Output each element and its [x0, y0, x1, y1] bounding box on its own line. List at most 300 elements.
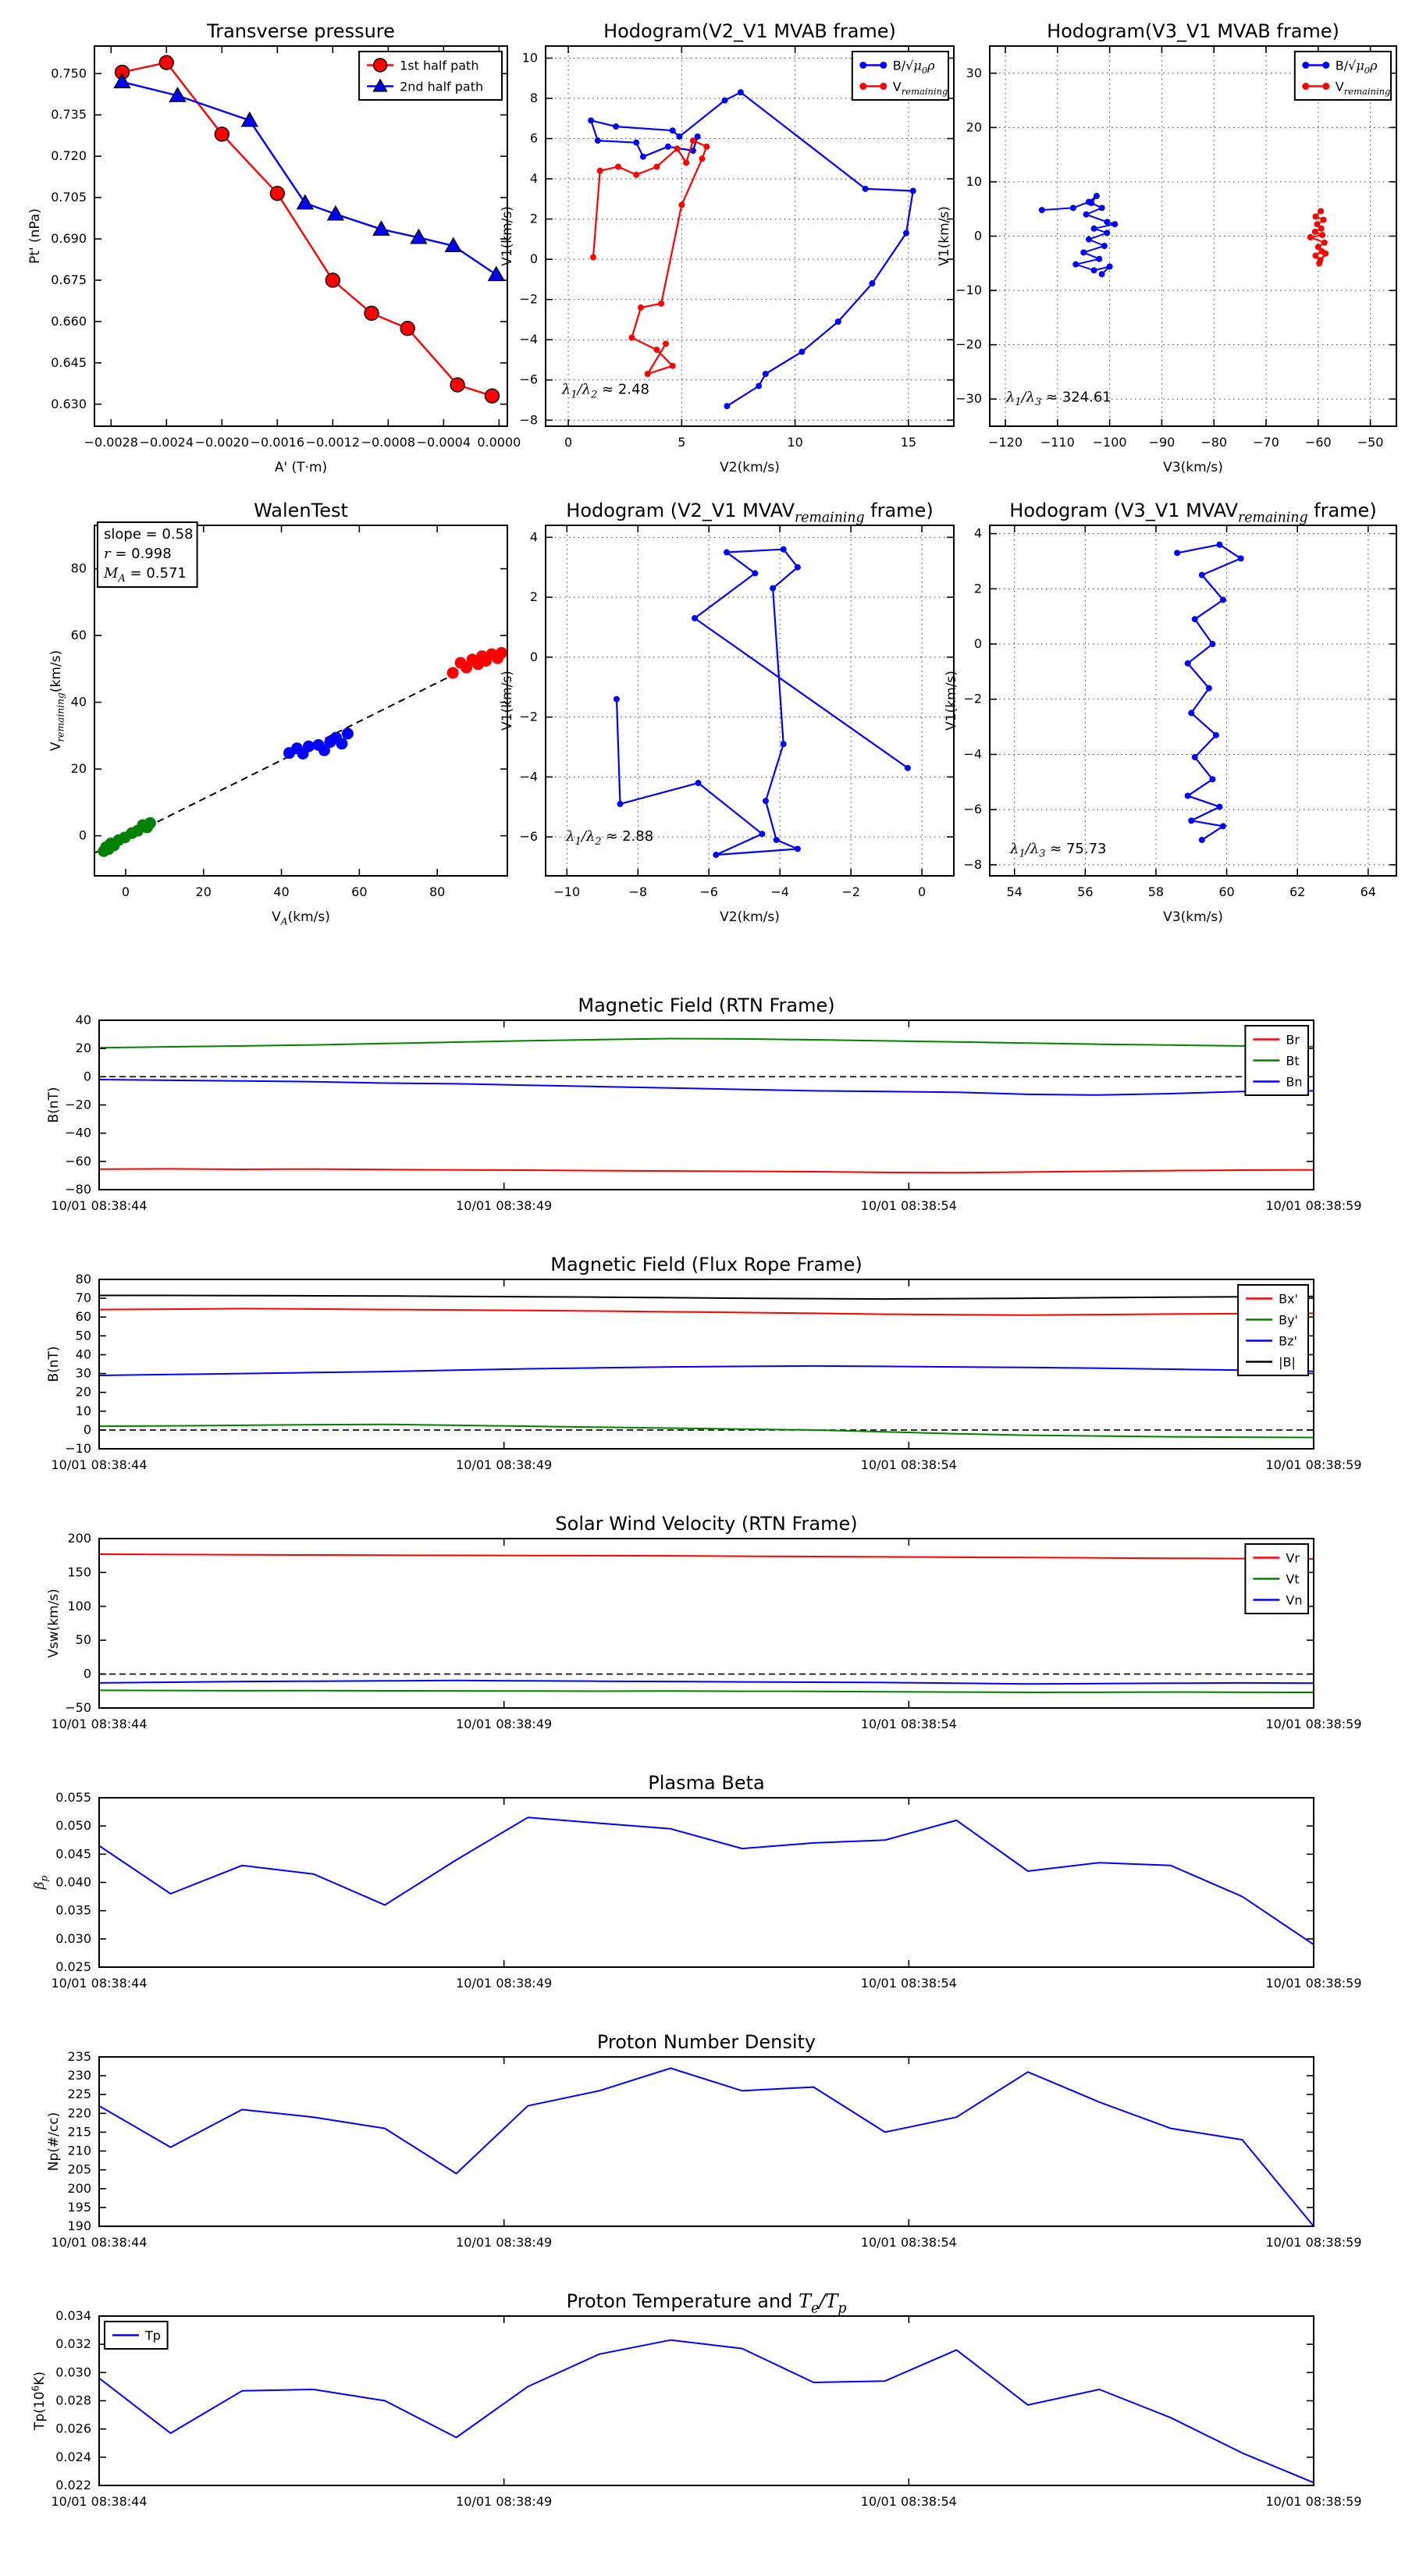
marker-dot — [703, 144, 710, 150]
y-axis-label: Vsw(km/s) — [46, 1589, 62, 1658]
y-axis-label: $V_{remaining}(km/s)$ — [48, 649, 66, 752]
marker-dot — [1080, 249, 1087, 255]
marker-dot — [1206, 685, 1212, 692]
y-tick-label: 0.035 — [55, 1902, 91, 1918]
marker-dot — [724, 550, 730, 556]
stats-line: r = 0.998 — [104, 546, 172, 562]
y-tick-label: 190 — [67, 2218, 91, 2233]
panel-magnetic-field-flux-rope — [46, 1254, 1362, 1472]
x-tick-label: 10/01 08:38:44 — [51, 1198, 148, 1213]
y-tick-label: 40 — [70, 694, 87, 710]
y-tick-label: 2 — [529, 211, 538, 226]
x-tick-label: 10/01 08:38:54 — [860, 2494, 957, 2509]
y-tick-label: 30 — [966, 65, 982, 80]
y-axis-label: $Tp(10^6K)$ — [30, 2371, 48, 2431]
y-tick-label: 0 — [83, 1069, 91, 1084]
marker-dot — [1213, 732, 1219, 738]
x-tick-label: 10/01 08:38:54 — [860, 2235, 957, 2250]
marker-dot — [695, 780, 702, 786]
transverse-pressure-title: Transverse pressure — [207, 20, 395, 42]
marker-dot — [1220, 596, 1226, 603]
panel-hodogram-v2v1-mvav — [500, 500, 954, 925]
marker-dot — [638, 304, 644, 311]
x-tick-label: 60 — [351, 884, 368, 899]
marker-dot — [1083, 212, 1090, 218]
marker-dot — [1192, 616, 1198, 622]
x-tick-label: 10/01 08:38:54 — [860, 1976, 957, 1991]
y-tick-label: 0.630 — [51, 396, 87, 411]
x-tick-label: 62 — [1289, 884, 1306, 899]
x-tick-label: 56 — [1077, 884, 1094, 899]
marker-dot — [1199, 837, 1205, 843]
plot-area — [99, 2057, 1314, 2226]
marker-dot — [835, 318, 841, 325]
x-tick-label: 0 — [917, 884, 927, 899]
marker-dot — [1174, 550, 1180, 556]
proton-temperature-title: Proton Temperature and $T_e/T_p$ — [566, 2290, 847, 2317]
y-tick-label: 230 — [67, 2068, 91, 2083]
y-tick-label: 0 — [83, 1421, 91, 1437]
x-tick-label: −50 — [1357, 435, 1384, 450]
x-tick-label: 10/01 08:38:49 — [456, 2494, 553, 2509]
marker-dot — [863, 186, 869, 192]
y-axis-label: V1(km/s) — [937, 206, 952, 266]
marker-dot — [1185, 660, 1191, 667]
y-tick-label: 0.030 — [55, 2364, 91, 2380]
x-tick-label: 10/01 08:38:49 — [456, 2235, 553, 2250]
marker-dot — [633, 172, 639, 178]
y-tick-label: 20 — [70, 761, 87, 777]
y-tick-label: 0.026 — [55, 2421, 91, 2436]
marker-circle — [159, 55, 173, 69]
legend — [1245, 1026, 1308, 1095]
y-tick-label: 50 — [75, 1328, 91, 1343]
x-axis-label: A' (T·m) — [274, 460, 328, 475]
marker-dot — [1101, 243, 1108, 249]
panel-walen-test — [48, 500, 507, 927]
marker-dot — [722, 98, 728, 104]
marker-dot — [1099, 271, 1105, 277]
y-tick-label: 0.055 — [55, 1790, 91, 1805]
y-tick-label: 4 — [529, 171, 538, 187]
marker-dot — [1185, 792, 1191, 799]
x-tick-label: −110 — [1040, 435, 1075, 450]
x-tick-label: −60 — [1304, 435, 1332, 450]
marker-dot — [144, 817, 156, 829]
x-tick-label: −0.0016 — [250, 435, 305, 450]
y-tick-label: 40 — [75, 1012, 91, 1027]
y-tick-label: −6 — [963, 802, 982, 817]
x-tick-label: 10/01 08:38:59 — [1265, 1976, 1362, 1991]
marker-dot — [1318, 208, 1324, 214]
y-tick-label: 200 — [67, 1531, 91, 1546]
y-axis-label: V1(km/s) — [500, 206, 515, 266]
panel-hodogram-v3v1-mvab — [937, 20, 1396, 475]
marker-dot — [1039, 207, 1045, 213]
y-tick-label: 4 — [973, 525, 982, 541]
y-tick-label: 235 — [67, 2049, 91, 2064]
x-tick-label: −0.0004 — [416, 435, 471, 450]
x-tick-label: 10/01 08:38:44 — [51, 2235, 148, 2250]
x-tick-label: −6 — [699, 884, 718, 899]
marker-dot — [781, 546, 787, 553]
x-tick-label: 20 — [195, 884, 212, 899]
legend-label: Br — [1286, 1032, 1300, 1048]
marker-dot — [692, 615, 698, 621]
y-axis-label: Np(#/cc) — [46, 2112, 62, 2172]
marker-dot — [724, 403, 730, 409]
x-tick-label: −0.0012 — [305, 435, 361, 450]
y-axis-label: V1(km/s) — [944, 671, 959, 731]
x-tick-label: −10 — [553, 884, 581, 899]
marker-dot — [1322, 83, 1329, 90]
y-tick-label: 80 — [75, 1272, 91, 1286]
legend-label: Bz' — [1279, 1333, 1297, 1349]
y-tick-label: 10 — [521, 50, 538, 66]
marker-dot — [690, 137, 696, 144]
legend — [1238, 1285, 1308, 1375]
y-tick-label: 0.025 — [55, 1959, 91, 1974]
x-tick-label: −4 — [770, 884, 789, 899]
marker-dot — [1316, 260, 1322, 266]
x-tick-label: 10/01 08:38:44 — [51, 1457, 148, 1472]
y-tick-label: −8 — [963, 856, 982, 872]
x-tick-label: 0 — [121, 884, 130, 899]
marker-dot — [645, 371, 651, 377]
marker-dot — [633, 140, 639, 146]
marker-dot — [1104, 219, 1110, 225]
x-tick-label: 58 — [1147, 884, 1165, 899]
marker-dot — [1099, 205, 1105, 211]
x-tick-label: 10/01 08:38:49 — [456, 1198, 553, 1213]
panel-plasma-beta — [32, 1772, 1362, 1991]
y-tick-label: 10 — [75, 1403, 91, 1418]
marker-dot — [588, 117, 594, 123]
marker-dot — [613, 123, 619, 130]
solar-wind-velocity-title: Solar Wind Velocity (RTN Frame) — [555, 1513, 858, 1535]
marker-dot — [676, 133, 682, 140]
marker-dot — [1188, 817, 1194, 824]
y-tick-label: 0.660 — [51, 313, 87, 329]
panel-proton-temperature — [30, 2290, 1362, 2509]
marker-dot — [1070, 205, 1076, 211]
marker-dot — [1321, 240, 1328, 246]
marker-dot — [738, 89, 744, 95]
x-tick-label: 10/01 08:38:44 — [51, 1976, 148, 1991]
y-tick-label: 0 — [529, 649, 538, 664]
y-tick-label: 60 — [75, 1309, 91, 1325]
y-tick-label: 0.050 — [55, 1818, 91, 1834]
marker-dot — [663, 340, 669, 347]
y-tick-label: −30 — [955, 391, 982, 407]
y-tick-label: 20 — [75, 1041, 91, 1056]
legend-label: |B| — [1279, 1354, 1296, 1370]
y-tick-label: 0.675 — [51, 272, 87, 287]
y-tick-label: 20 — [75, 1384, 91, 1400]
annotation: $\lambda_1/\lambda_3 \approx 75.73$ — [1010, 840, 1107, 860]
y-tick-label: 0.040 — [55, 1874, 91, 1890]
y-tick-label: 220 — [67, 2105, 91, 2121]
marker-dot — [910, 188, 916, 194]
marker-dot — [590, 254, 596, 261]
marker-dot — [1086, 237, 1092, 243]
y-tick-label: 0.032 — [55, 2336, 91, 2352]
y-tick-label: −4 — [963, 746, 982, 762]
plasma-beta-title: Plasma Beta — [648, 1772, 765, 1794]
x-tick-label: −70 — [1253, 435, 1279, 450]
y-tick-label: −4 — [519, 332, 538, 347]
y-tick-label: 0.690 — [51, 231, 87, 247]
plot-area — [94, 46, 507, 426]
marker-dot — [1302, 83, 1309, 90]
x-tick-label: −90 — [1148, 435, 1176, 450]
legend-label: Bt — [1286, 1053, 1300, 1069]
y-tick-label: −8 — [519, 412, 538, 428]
legend-label: Vt — [1286, 1571, 1300, 1587]
y-tick-label: 0.045 — [55, 1846, 91, 1862]
x-tick-label: 80 — [429, 884, 446, 899]
marker-circle — [325, 273, 340, 287]
y-tick-label: −40 — [65, 1125, 91, 1140]
x-tick-label: 64 — [1360, 884, 1376, 899]
plot-area — [99, 1539, 1314, 1708]
panel-hodogram-v2v1-mvab — [500, 20, 954, 475]
marker-dot — [1091, 226, 1097, 232]
legend-label: $B/√\mu_0\rho$ — [892, 58, 935, 76]
y-tick-label: −20 — [65, 1097, 91, 1112]
legend-label: $B/√\mu_0\rho$ — [1335, 58, 1378, 76]
marker-dot — [752, 570, 758, 576]
y-tick-label: 0.645 — [51, 354, 87, 370]
x-tick-label: −120 — [988, 435, 1023, 450]
magnetic-field-flux-rope-title: Magnetic Field (Flux Rope Frame) — [550, 1254, 863, 1276]
marker-dot — [1216, 542, 1222, 548]
x-tick-label: 0.0000 — [477, 435, 521, 450]
marker-dot — [1312, 213, 1318, 219]
marker-dot — [1094, 193, 1100, 199]
x-tick-label: 10/01 08:38:54 — [860, 1717, 957, 1731]
marker-dot — [763, 371, 769, 377]
legend-label: By' — [1279, 1312, 1298, 1328]
marker-dot — [880, 62, 887, 69]
y-tick-label: 60 — [70, 628, 87, 643]
x-tick-label: 10/01 08:38:49 — [456, 1457, 553, 1472]
plot-area — [990, 525, 1396, 876]
marker-dot — [795, 845, 801, 852]
marker-dot — [713, 852, 719, 858]
x-tick-label: −0.0028 — [84, 435, 138, 450]
x-axis-label: V2(km/s) — [720, 460, 780, 475]
y-tick-label: 2 — [973, 581, 982, 596]
x-tick-label: 10/01 08:38:59 — [1265, 2235, 1362, 2250]
x-tick-label: 10/01 08:38:44 — [51, 2494, 148, 2509]
marker-circle — [215, 127, 229, 141]
panel-proton-number-density — [46, 2031, 1362, 2250]
y-tick-label: 10 — [966, 173, 982, 189]
marker-dot — [1188, 710, 1194, 716]
y-tick-label: −2 — [963, 691, 982, 706]
marker-dot — [859, 83, 866, 90]
y-tick-label: −6 — [519, 829, 538, 845]
marker-circle — [270, 187, 284, 201]
marker-dot — [1238, 555, 1244, 561]
x-tick-label: 10/01 08:38:44 — [51, 1717, 148, 1731]
y-tick-label: 6 — [529, 130, 538, 146]
y-tick-label: −6 — [519, 372, 538, 387]
x-tick-label: 5 — [678, 435, 686, 450]
marker-dot — [1088, 200, 1094, 206]
marker-dot — [699, 155, 705, 162]
marker-dot — [683, 159, 689, 165]
legend — [1295, 52, 1391, 100]
marker-dot — [770, 585, 776, 592]
marker-dot — [1302, 62, 1309, 69]
marker-circle — [365, 306, 379, 320]
x-tick-label: −0.0008 — [361, 435, 416, 450]
legend — [359, 52, 502, 100]
y-tick-label: 0.705 — [51, 190, 87, 205]
y-tick-label: 0.750 — [51, 66, 87, 81]
plot-area — [99, 1279, 1314, 1449]
panel-magnetic-field-rtn — [46, 994, 1362, 1213]
legend-label: Bx' — [1279, 1291, 1298, 1307]
marker-dot — [614, 696, 620, 703]
marker-dot — [597, 168, 603, 174]
marker-dot — [1318, 226, 1325, 232]
y-tick-label: 205 — [67, 2161, 91, 2177]
legend-label: 2nd half path — [400, 79, 484, 94]
plot-area — [99, 1798, 1314, 1967]
x-tick-label: −2 — [841, 884, 860, 899]
x-tick-label: 10/01 08:38:59 — [1265, 1198, 1362, 1213]
marker-dot — [678, 202, 685, 208]
annotation: $\lambda_1/\lambda_2 \approx 2.88$ — [566, 828, 654, 848]
x-tick-label: −80 — [1200, 435, 1228, 450]
hodogram-v2v1-mvav-title: Hodogram (V2_V1 $MVAV_{remaining}$ frame) — [566, 500, 934, 526]
marker-dot — [496, 647, 507, 659]
x-tick-label: −8 — [628, 884, 648, 899]
plot-area — [99, 2316, 1314, 2485]
marker-circle — [400, 322, 414, 336]
x-tick-label: 40 — [273, 884, 290, 899]
y-tick-label: 80 — [70, 560, 87, 576]
x-tick-label: −0.0020 — [194, 435, 250, 450]
y-axis-label: Pt' (nPa) — [27, 208, 43, 264]
marker-dot — [905, 765, 911, 771]
y-tick-label: −2 — [519, 291, 538, 307]
marker-dot — [795, 564, 801, 571]
marker-dot — [1322, 62, 1329, 69]
x-tick-label: 10/01 08:38:54 — [860, 1198, 957, 1213]
proton-number-density-title: Proton Number Density — [596, 2031, 816, 2053]
y-axis-label: B(nT) — [46, 1346, 62, 1382]
marker-dot — [615, 164, 621, 170]
x-tick-label: 54 — [1006, 884, 1023, 899]
y-axis-label: V1(km/s) — [500, 671, 515, 731]
legend — [105, 2322, 168, 2349]
marker-dot — [447, 667, 459, 679]
magnetic-field-rtn-title: Magnetic Field (RTN Frame) — [578, 994, 835, 1016]
legend — [852, 52, 948, 100]
marker-circle — [485, 389, 499, 403]
y-tick-label: −10 — [65, 1441, 91, 1456]
marker-dot — [1209, 776, 1215, 782]
y-axis-label: $\beta_p$ — [32, 1875, 50, 1890]
y-tick-label: 195 — [67, 2199, 91, 2215]
y-tick-label: 215 — [67, 2124, 91, 2140]
x-axis-label: V3(km/s) — [1163, 909, 1223, 925]
marker-dot — [1199, 572, 1205, 578]
marker-dot — [670, 127, 676, 133]
y-tick-label: 0 — [973, 636, 982, 652]
marker-dot — [763, 798, 769, 804]
annotation: $\lambda_1/\lambda_2 \approx 2.48$ — [561, 381, 649, 401]
legend-label: Vn — [1286, 1592, 1303, 1608]
x-tick-label: −100 — [1092, 435, 1127, 450]
marker-dot — [1216, 804, 1222, 810]
y-tick-label: −4 — [519, 769, 538, 785]
stats-line: slope = 0.58 — [104, 526, 194, 543]
legend-label: Tp — [145, 2328, 161, 2343]
legend-label: 1st half path — [400, 58, 479, 73]
y-tick-label: 150 — [67, 1564, 91, 1580]
hodogram-v3v1-mvav-title: Hodogram (V3_V1 $MVAV_{remaining}$ frame) — [1009, 500, 1377, 526]
x-axis-label: V2(km/s) — [720, 909, 780, 925]
marker-dot — [1319, 232, 1325, 238]
y-tick-label: 50 — [75, 1632, 91, 1648]
y-tick-label: 0.720 — [51, 148, 87, 164]
walen-test-title: WalenTest — [254, 500, 348, 521]
x-tick-label: 10/01 08:38:59 — [1265, 1457, 1362, 1472]
marker-dot — [799, 349, 805, 355]
x-tick-label: 10/01 08:38:49 — [456, 1717, 553, 1731]
y-tick-label: 0 — [83, 1666, 91, 1681]
x-axis-label: V3(km/s) — [1163, 460, 1223, 475]
legend-label: $V_{remaining}$ — [1335, 79, 1391, 97]
marker-dot — [665, 144, 671, 150]
y-tick-label: 0.030 — [55, 1930, 91, 1946]
x-axis-label: $V_A(km/s)$ — [272, 909, 330, 927]
marker-dot — [759, 831, 765, 837]
x-tick-label: 60 — [1218, 884, 1235, 899]
x-tick-label: 10/01 08:38:49 — [456, 1976, 553, 1991]
y-tick-label: −60 — [65, 1153, 91, 1169]
panel-hodogram-v3v1-mvav — [944, 500, 1396, 925]
y-tick-label: 20 — [966, 119, 982, 135]
marker-dot — [1072, 262, 1079, 268]
x-tick-label: 10/01 08:38:54 — [860, 1457, 957, 1472]
x-tick-label: 15 — [900, 435, 917, 450]
y-tick-label: −80 — [65, 1182, 91, 1197]
y-tick-label: −50 — [65, 1700, 91, 1715]
y-tick-label: 210 — [67, 2143, 91, 2158]
marker-dot — [1104, 229, 1110, 236]
y-tick-label: 8 — [529, 90, 538, 105]
marker-dot — [859, 62, 866, 69]
legend — [1245, 1544, 1308, 1614]
marker-dot — [658, 301, 664, 307]
marker-dot — [670, 363, 676, 369]
marker-dot — [1096, 256, 1102, 262]
marker-dot — [1220, 823, 1226, 829]
marker-dot — [674, 145, 681, 151]
y-axis-label: B(nT) — [46, 1087, 62, 1123]
marker-dot — [653, 347, 660, 353]
marker-dot — [756, 382, 762, 389]
hodogram-v2v1-mvab-title: Hodogram(V2_V1 MVAB frame) — [603, 20, 896, 42]
y-tick-label: 0.735 — [51, 107, 87, 123]
marker-dot — [880, 83, 887, 90]
